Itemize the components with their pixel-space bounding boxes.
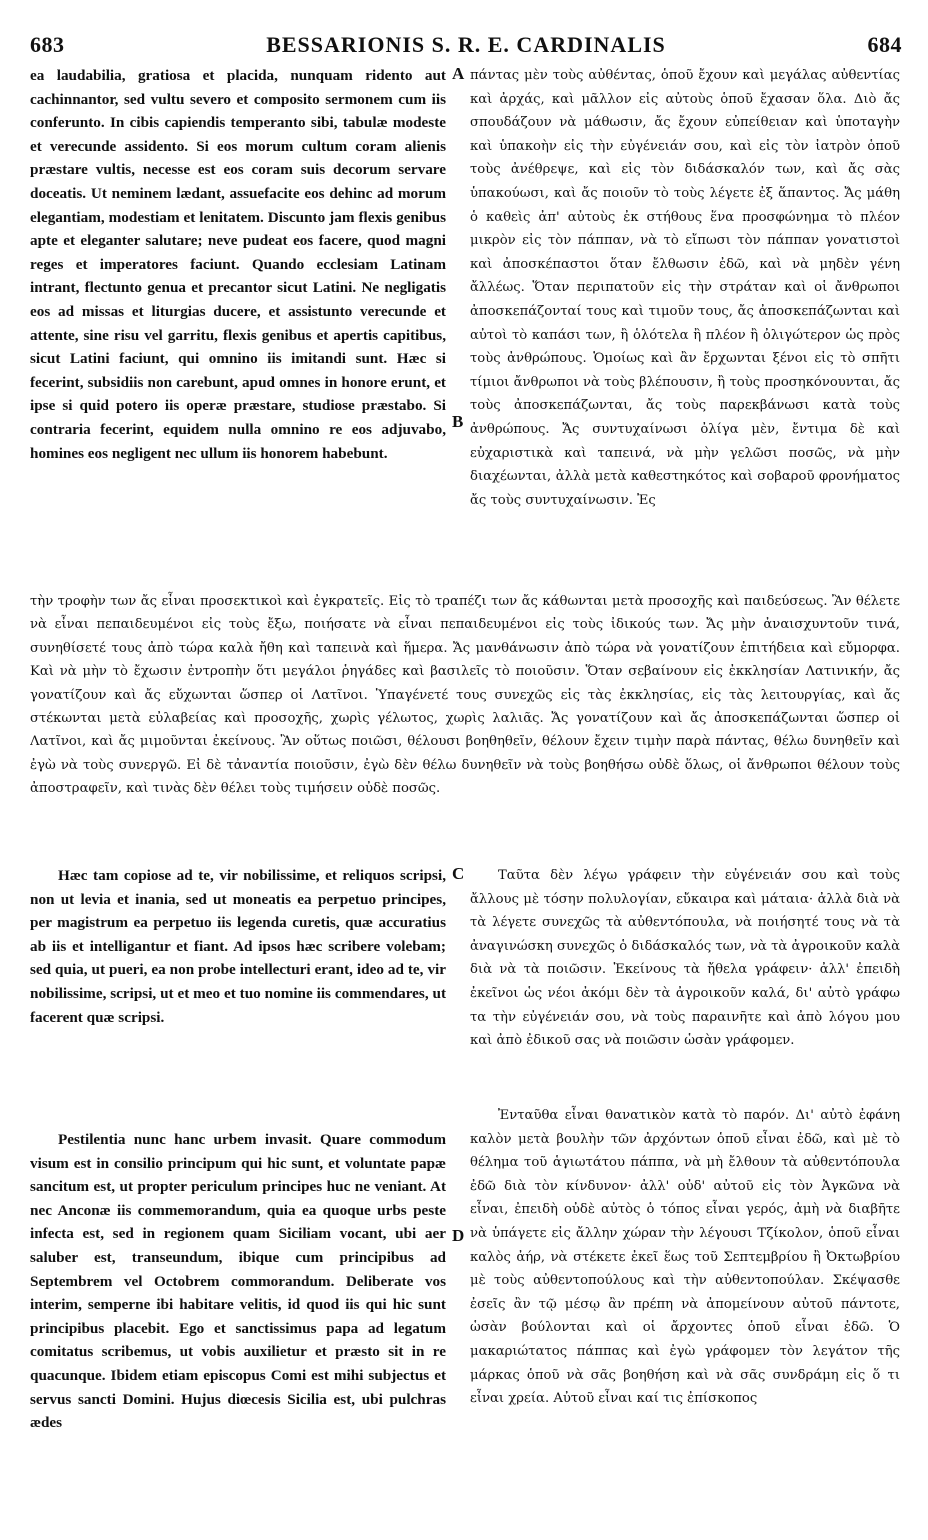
greek-fullwidth-block [30,590,900,830]
latin-paragraph-1: ea laudabilia, gratiosa et placida, nunquam ridento aut cachinnantor, sed vultu severo et composito sermonem cum iis conferunto. In cibis capiendis temperanto sibi, tabulæ modeste et verecunde assidento. Si eos morum cultum coram alienis præstare vultis, necesse est eos coram suis decorum servare doceatis. Ut neminem lædant, assuefacite eos dehinc ad morum elegantiam, modestiam et lenitatem. Discunto jam flexis genibus apte et eleganter salutare; neve pudeat eos facere, quod magni reges et imperatores faciunt. Quando ecclesiam Latinam intrant, flectunto genua et precantor sicut Latini. Ne negligatis eos ad missas et liturgias ducere, et assistunto verecunde et attente, sine risu vel garritu, flexis genibus et apertis capitibus, sicut Latini faciunt, qui omnino iis imitandi sunt. Hæc si fecerint, subsidiis non carebunt, apud omnes in honore erunt, et ipse si quid potero iis operæ præstare, studiose præstabo. Si contraria fecerint, equidem nulla omnino re eos adjuvabo, homines eos negligent nec ullum iis honorem habebunt. [30,67,446,462]
section-marker-a: A [452,64,465,83]
greek-column-2 [470,864,900,1100]
section-marker-d: D [452,1226,465,1245]
greek-paragraph-1: πάντας μὲν τοὺς αὐθέντας, ὁποῦ ἔχουν καὶ μεγάλας αὐθεντίας καὶ ἀρχάς, καὶ μᾶλλον εἰς αὐτοὺς ὁποῦ ἔχασαν ὅλα. Διὸ ἄς σπουδάζουν νὰ μάθωσιν, ἄς ἔχουν εὐπείθειαν καὶ ὑποταγὴν καὶ ὑπακοὴν εἰς τὴν εὐγένειάν σου, καὶ εἰς τὸν ἰατρὸν ὁποῦ τοὺς ἀνέθρεψε, καὶ εἰς τὸν διδάσκαλόν των, καὶ ἄς σὰς ὑπακούωσι, καὶ ἄς ποιοῦν τὸ τοὺς λέγετε ἐξ ἅπαντος. Ἄς μάθη ὁ καθεὶς ἀπ' αὐτοὺς ἐκ στήθους ἕνα προσφώνημα τὸ πλέον μικρὸν εἰς τὸν πάππαν, νὰ τὸ εἴπωσι τὸν πάππαν γονατιστοὶ καὶ ἀποσκέπαστοι ὅταν ἔλθωσιν ἐδῶ, καὶ νὰ μηδὲν γένη ἄλλέως. Ὅταν περιπατοῦν εἰς τὴν στράταν καὶ οἱ ἄνθρωποι ἀποσκεπάζονταί τους καὶ τιμοῦν τους, ἄς ἀποσκεπάζωνται καὶ αὐτοὶ τὸ καπάσι των, ἢ ὁλότελα ἢ πλέον ἢ ὀλιγώτερον ὡς πρὸς τοὺς ἀνθρώπους. Ὁμοίως καὶ ἂν ἔρχωνται ξένοι εἰς τὸ σπῆτι τίμιοι ἄνθρωποι νὰ τοὺς βλέπουσιν, ἢ τοὺς προσηκόνουνται, ἄς τοὺς ἀποσκεπάζωνται, ἄς τοὺς παρεκβάνωσι κατὰ τοὺς ἀνθρώπους. Ἄς συντυχαίνωσι ὀλίγα μὲν, ἔντιμα δὲ καὶ εὐχαριστικὰ καὶ ταπεινά, νὰ μὴν γελῶσι ποσῶς, νὰ μὴν διαχέωνται, ἀλλὰ μετὰ καθεστηκότος καὶ σοβαροῦ φρονήματος ἄς τοὺς συντυχαίνωσιν. Ἐς [470,68,900,508]
latin-column-2 [30,864,446,1086]
page-number-right: 684 [867,32,902,57]
greek-fullwidth-paragraph: τὴν τροφὴν των ἄς εἶναι προσεκτικοὶ καὶ ἐγκρατεῖς. Εἰς τὸ τραπέζι των ἄς κάθωνται μετὰ προσοχῆς καὶ παιδεύσεως. Ἂν θέλετε νὰ εἶναι πεπαιδευμένοι εἰς τοὺς ἔξω, ποιήσατε νὰ εἶναι πεπαιδευμένοι εἰς τοὺς ἰδικούς των. Ἄς μὴν ἀναισχυντοῦν τινά, συνηθίσετέ τους ἀπὸ τώρα καλὰ ἤθη καὶ ταπεινὰ καὶ ἥμερα. Ἄς μανθάνωσιν ἀπὸ τώρα νὰ γονατίζουν ἐπιτήδεια καὶ εὔμορφα. Καὶ νὰ μὴν τὸ ἔχωσιν ἐντροπὴν ὅτι μεγάλοι ῥηγάδες καὶ βασιλεῖς τὸ ποιοῦσιν. Ὅταν σεβαίνουν εἰς ἐκκλησίαν Λατινικήν, ἄς γονατίζουν καὶ ἄς εὔχωνται ὥσπερ οἱ Λατῖνοι. Ὑπαγένετέ τους συνεχῶς εἰς τὰς ἐκκλησίας, εἰς τὰς λειτουργίας, καὶ ἄς στέκωνται μετὰ εὐλαβείας καὶ προσοχῆς, χωρὶς γέλωτος, χωρὶς λαλιᾶς. Ἄς γονατίζουν καὶ ἄς ἀποσκεπάζωνται ὥσπερ οἱ Λατῖνοι, καὶ ἄς μιμοῦνται ἐκείνους. Ἂν οὕτως ποιῶσι, θέλουσι βοηθηθεῖν, θέλουν ἔχειν τιμὴν παρὰ πάντας, θέλω δυνηθεῖν καὶ ἐγὼ νὰ τοὺς συνεργῶ. Εἰ δὲ τἀναντία ποιοῦσιν, ἐγὼ δὲν θέλω δυνηθεῖν νὰ τοὺς βοηθήσω οὐδὲ ὅλως, οἱ ἄνθρωποι θέλουν τοὺς ἀποστραφεῖν, καὶ τινὰς δὲν θέλει τοὺς τιμήσειν οὐδὲ ποσῶς. [30,594,900,797]
running-title: BESSARIONIS S. R. E. CARDINALIS [266,32,666,57]
greek-column-1 [470,64,900,588]
latin-paragraph-3: Pestilentia nunc hanc urbem invasit. Quare commodum visum est in consilio principum qui hic sunt, et voluntate papæ sancitum est, ut propter periculum principes huc ne veniant. At nec Anconæ iis commemorandum, quia ea quoque urbs peste infecta est, sed in regionem quam Siciliam vocant, ubi aer saluber est, transeundum, ibique cum principibus ad Septembrem vel Octobrem commorandum. Deliberate vos interim, semperne ibi habitare velitis, id quod iis qui hic sunt principibus placebit. Ego et sanctissimus papa ad legatum comitatus scribemus, ut vobis auxilietur et præsto sit in re quacunque. Ibidem etiam episcopus Comi est mihi subjectus et servus sancti Domini. Hujus diœcesis Sicilia est, ubi pulchras ædes [30,1131,446,1432]
latin-column-1 [30,64,446,588]
section-marker-b: B [452,412,464,431]
greek-column-3 [470,1104,900,1528]
greek-paragraph-3: Ἐνταῦθα εἶναι θανατικὸν κατὰ τὸ παρόν. Δι' αὐτὸ ἐφάνη καλὸν μετὰ βουλὴν τῶν ἀρχόντων ὁποῦ εἶναι ἐδῶ, καὶ μὲ τὸ θέλημα τοῦ ἁγιωτάτου πάππα, νὰ μὴ ἔλθουν τὰ αὐθεντόπουλα ἐδῶ διὰ τὸν κίνδυνον· ἀλλ' οὐδ' αὐτοῦ εἰς τὸν Ἀγκῶνα νὰ εἶναι, ἐπειδὴ οὐδὲ αὐτὸς ὁ τόπος εἶναι γερός, ἀμὴ νὰ διαβῆτε νὰ ὑπάγετε εἰς ἄλλην χώραν τὴν λέγουσι Τζίκολον, ὁποῦ εἶναι καλὸς ἀήρ, νὰ στέκετε ἐκεῖ ἕως τοῦ Σεπτεμβρίου ἢ Ὀκτωβρίου μὲ τοὺς αὐθεντοπούλους καὶ τὴν αὐθεντοπούλαν. Σκέψασθε ἐσεῖς ἂν τῷ μέσῳ ἂν πρέπη νὰ ἀπομείνουν αὐτοῦ πάντοτε, ὡσὰν βούλονται καὶ οἱ ἄρχοντες ὁποῦ εἶναι ἐδῶ. Ὁ μακαριώτατος πάππας καὶ ἐγὼ γράφομεν τὸν λεγάτον τῆς μάρκας ὁποῦ νὰ σᾶς βοηθήση καὶ νὰ σᾶς συνδράμη εἰς ὅ τι εἶναι χρεία. Αὐτοῦ εἶναι καί τις ἐπίσκοπος [470,1108,900,1407]
latin-paragraph-2: Hæc tam copiose ad te, vir nobilissime, et reliquos scripsi, non ut levia et inania, sed ut moneatis ea perpetuo principes, per magistrum ea perpetuo iis legenda curetis, quæ accuratius ab iis et intelligantur et fiant. Ad ipsos hæc scribere volebam; sed quia, ut pueri, ea non probe intellecturi erant, ideo ad te, vir nobilissime, scripsi, ut et meo et tuo nomine iis commendares, ut facerent quæ scripsi. [30,867,446,1026]
latin-column-3 [30,1128,446,1528]
page-number-left: 683 [30,32,65,57]
section-marker-c: C [452,864,465,883]
greek-paragraph-2: Ταῦτα δὲν λέγω γράφειν τὴν εὐγένειάν σου καὶ τοὺς ἄλλους μὲ τόσην πολυλογίαν, εὔκαιρα καὶ μάταια· ἀλλὰ διὰ νὰ τὰ λέγετε συνεχῶς τὰ αὐθεντόπουλα, νὰ ποιήσητέ τους νὰ τὰ ἀναγινώσκη συνεχῶς ὁ διδάσκαλός των, νὰ τὰ ἀγροικοῦν καλὰ διὰ νὰ τὰ ποιῶσιν. Ἐκείνους τὰ ἤθελα γράφειν· ἀλλ' ἐπειδὴ ἐκεῖνοι ὡς νέοι ἀκόμι δὲν τὰ ἀγροικοῦν καλά, δι' αὐτὸ γράφω τα τὴν εὐγένειάν σου, νὰ τοὺς παραινῆτε καὶ ἀπὸ λόγου μου καὶ ἀπὸ ἐδικοῦ σας νὰ ποιῶσιν ὡσὰν γράφομεν. [470,868,900,1049]
page-header [30,32,902,62]
